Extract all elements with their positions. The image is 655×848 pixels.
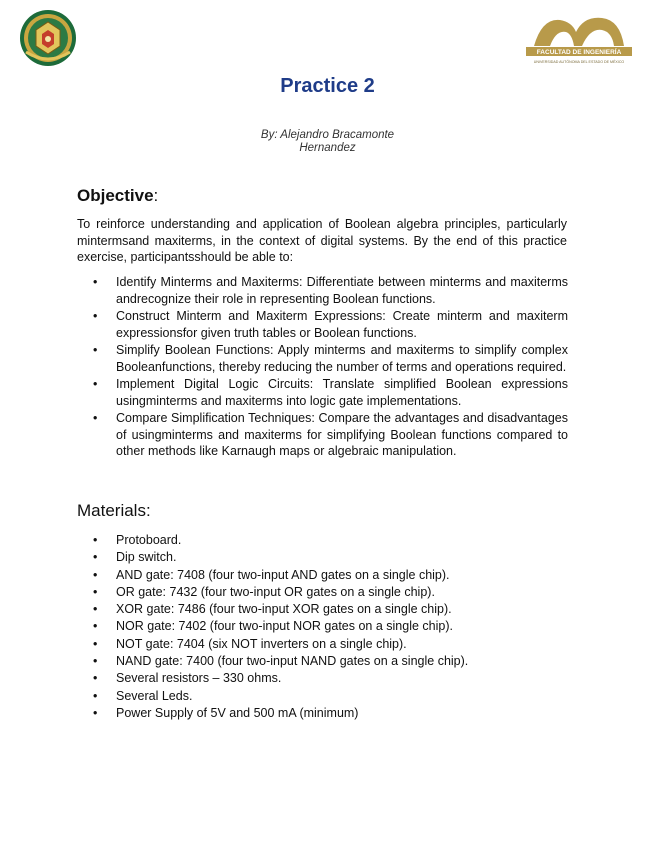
list-item: • NOR gate: 7402 (four two-input NOR gates on a single chip). [93, 618, 568, 635]
materials-heading: Materials: [77, 501, 151, 520]
list-item: • NOT gate: 7404 (six NOT inverters on a single chip). [93, 636, 568, 653]
svg-text:FACULTAD DE INGENIERÍA: FACULTAD DE INGENIERÍA [536, 49, 622, 56]
author-byline [0, 129, 655, 155]
list-item: • Dip switch. [93, 549, 568, 566]
author-line-2: Hernandez [299, 142, 356, 154]
list-item: • Implement Digital Logic Circuits: Translate simplified Boolean expressions usingminterms and maxiterms into logic gate implementations. [93, 376, 568, 409]
objective-heading: Objective: [77, 186, 159, 205]
list-item: • AND gate: 7408 (four two-input AND gates on a single chip). [93, 567, 568, 584]
list-item: • Simplify Boolean Functions: Apply minterms and maxiterms to simplify complex Booleanfunctions, thereby reducing the number of terms and operations required. [93, 342, 568, 375]
objective-paragraph: To reinforce understanding and application of Boolean algebra principles, particularly mintermsand maxiterms, in the context of digital systems. By the end of this practice exercise, participantsshould be able to: [77, 217, 567, 264]
materials-list [93, 532, 568, 722]
list-item: • Compare Simplification Techniques: Compare the advantages and disadvantages of usingminterms and maxiterms for simplifying Boolean functions compared to other methods like Karnaugh maps or algebraic manipulation. [93, 410, 568, 460]
list-item: • Construct Minterm and Maxiterm Expressions: Create minterm and maxiterm expressionsfor given truth tables or Boolean functions. [93, 308, 568, 341]
university-seal-logo [18, 8, 78, 68]
page-title: Practice 2 [280, 75, 375, 97]
list-item: • XOR gate: 7486 (four two-input XOR gates on a single chip). [93, 601, 568, 618]
faculty-engineering-logo [520, 12, 638, 66]
objective-list [93, 274, 568, 461]
list-item: • Identify Minterms and Maxiterms: Differentiate between minterms and maxiterms andrecognize their role in representing Boolean functions. [93, 274, 568, 307]
list-item: • OR gate: 7432 (four two-input OR gates on a single chip). [93, 584, 568, 601]
list-item: • NAND gate: 7400 (four two-input NAND gates on a single chip). [93, 653, 568, 670]
svg-text:UNIVERSIDAD AUTÓNOMA DEL ESTAD: UNIVERSIDAD AUTÓNOMA DEL ESTADO DE MÉXICO [533, 60, 625, 64]
list-item: • Several Leds. [93, 688, 568, 705]
list-item: • Power Supply of 5V and 500 mA (minimum) [93, 705, 568, 722]
list-item: • Several resistors – 330 ohms. [93, 670, 568, 687]
list-item: • Protoboard. [93, 532, 568, 549]
author-line-1: By: Alejandro Bracamonte [260, 129, 395, 141]
